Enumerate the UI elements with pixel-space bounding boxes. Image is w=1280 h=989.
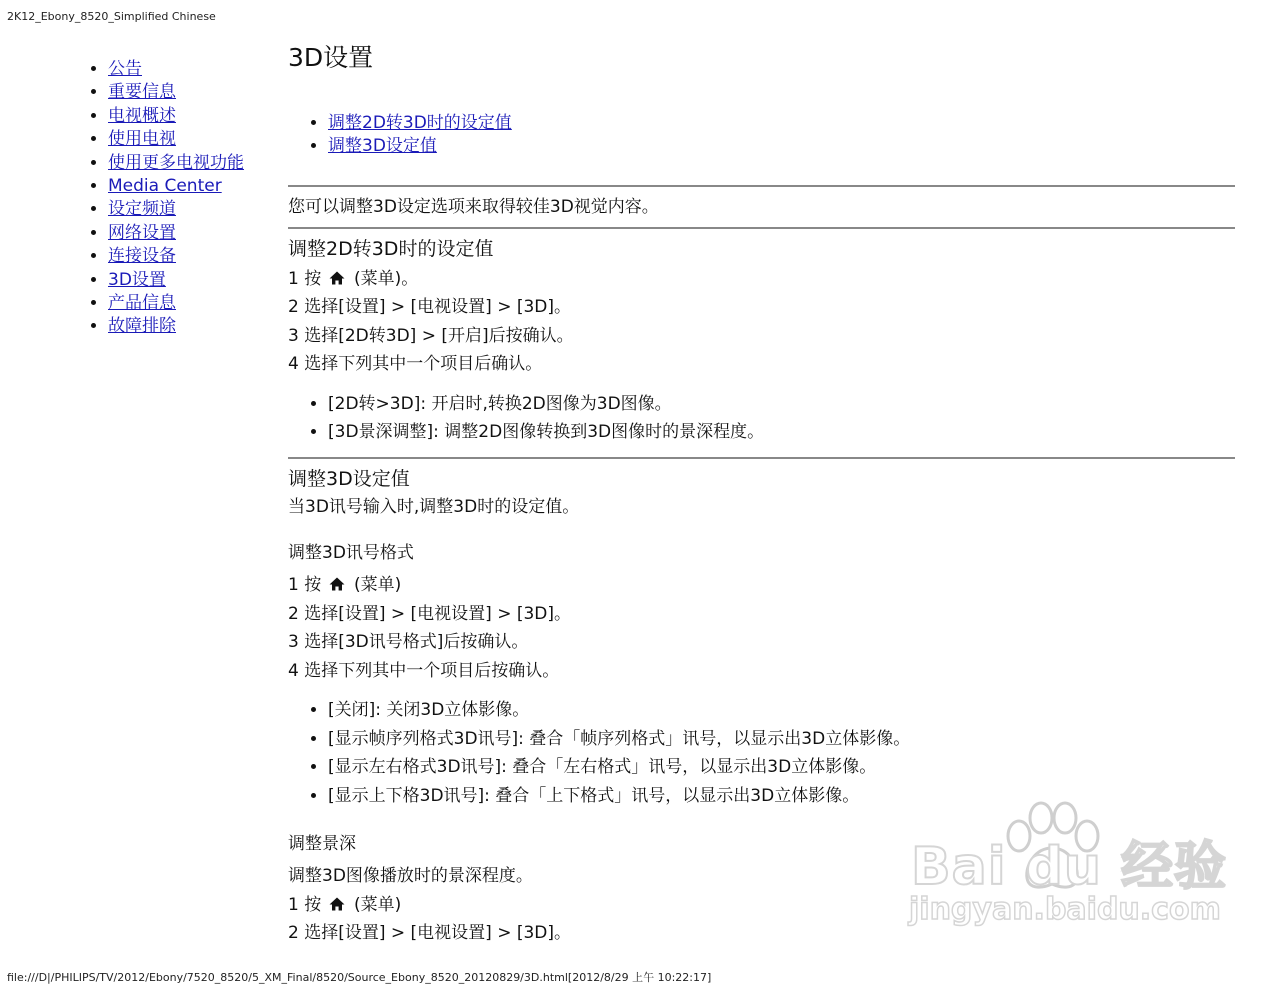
table-of-contents xyxy=(288,112,1235,158)
subsection-heading: 调整3D讯号格式 xyxy=(288,543,414,563)
sidebar-item-network xyxy=(108,222,278,245)
section-heading: 调整3D设定值 xyxy=(288,467,410,490)
sidebar-link[interactable]: 产品信息 xyxy=(108,293,176,314)
sidebar-list xyxy=(88,58,278,339)
sidebar-item-notice xyxy=(108,58,278,81)
step-text: 1 按 xyxy=(288,894,322,915)
sidebar-link[interactable]: 使用更多电视功能 xyxy=(108,152,244,173)
sidebar-item-3d xyxy=(108,269,278,292)
toc-link-2d-to-3d[interactable]: 调整2D转3D时的设定值 xyxy=(328,113,512,133)
watermark-brand: Bai du 经验 xyxy=(911,837,1227,897)
list-item: • [显示帧序列格式3D讯号]: 叠合「帧序列格式」讯号，以显示出3D立体影像。 xyxy=(328,725,1235,754)
divider xyxy=(288,227,1235,229)
print-footer: file:///D|/PHILIPS/TV/2012/Ebony/7520_8520/5_XM_Final/8520/Source_Ebony_8520_20120829/3D.html[2012/8/29 上午 10:22:17] xyxy=(7,971,712,984)
step-2: 2 选择[设置] > [电视设置] > [3D]。 xyxy=(288,603,572,624)
section-heading: 调整2D转3D时的设定值 xyxy=(288,237,494,260)
list-item: • [3D景深调整]: 调整2D图像转换到3D图像时的景深程度。 xyxy=(328,418,1235,447)
sidebar-item-more-features xyxy=(108,152,278,175)
sidebar-link[interactable]: 网络设置 xyxy=(108,222,176,243)
sidebar-link[interactable]: 公告 xyxy=(108,59,142,79)
sidebar-item-important xyxy=(108,81,278,104)
step-text: (菜单) xyxy=(354,894,402,915)
toc-item xyxy=(328,112,1235,135)
sidebar-item-channels xyxy=(108,198,278,221)
option-list xyxy=(288,390,1235,447)
toc-item xyxy=(328,135,1235,158)
sidebar-link[interactable]: 设定频道 xyxy=(108,199,176,220)
subsection-intro: 调整3D图像播放时的景深程度。 xyxy=(288,866,533,886)
list-item: • [关闭]: 关闭3D立体影像。 xyxy=(328,696,1235,725)
sidebar-link[interactable]: 电视概述 xyxy=(108,105,176,126)
step-2: 2 选择[设置] > [电视设置] > [3D]。 xyxy=(288,297,572,317)
step-3: 3 选择[3D讯号格式]后按确认。 xyxy=(288,632,529,652)
divider xyxy=(288,457,1235,459)
step-text: 1 按 xyxy=(288,268,322,289)
divider xyxy=(288,185,1235,187)
sidebar-nav xyxy=(88,58,278,339)
print-header: 2K12_Ebony_8520_Simplified Chinese xyxy=(7,10,216,23)
home-icon xyxy=(329,577,345,591)
step-3: 3 选择[2D转3D] > [开启]后按确认。 xyxy=(288,325,574,346)
step-text: (菜单) xyxy=(354,575,402,595)
list-item: • [2D转>3D]: 开启时,转换2D图像为3D图像。 xyxy=(328,390,1235,419)
step-1 xyxy=(288,265,1235,294)
option-list xyxy=(288,696,1235,810)
sidebar-link[interactable]: 3D设置 xyxy=(108,269,166,290)
step-text: (菜单)。 xyxy=(354,268,419,289)
sidebar-item-product-info xyxy=(108,292,278,315)
subsection-heading: 调整景深 xyxy=(288,834,356,854)
sidebar-link[interactable]: 使用电视 xyxy=(108,129,176,150)
step-4: 4 选择下列其中一个项目后按确认。 xyxy=(288,660,560,681)
watermark xyxy=(905,800,1227,950)
home-icon xyxy=(329,897,345,911)
toc-link-3d-settings[interactable]: 调整3D设定值 xyxy=(328,136,437,156)
step-text: 1 按 xyxy=(288,575,322,595)
sidebar-link[interactable]: 重要信息 xyxy=(108,82,176,103)
sidebar-item-troubleshooting xyxy=(108,315,278,338)
sidebar-item-use-tv xyxy=(108,128,278,151)
sidebar-link[interactable]: 连接设备 xyxy=(108,246,176,267)
section-intro: 当3D讯号输入时,调整3D时的设定值。 xyxy=(288,496,580,517)
step-4: 4 选择下列其中一个项目后确认。 xyxy=(288,354,543,374)
sidebar-item-overview xyxy=(108,105,278,128)
section-2d-to-3d xyxy=(288,235,1235,447)
home-icon xyxy=(329,271,345,285)
intro-text: 您可以调整3D设定选项来取得较佳3D视觉内容。 xyxy=(288,197,659,217)
sidebar-item-media-center xyxy=(108,175,278,198)
sidebar-item-devices xyxy=(108,245,278,268)
watermark-url: jingyan.baidu.com xyxy=(909,892,1221,927)
step-1 xyxy=(288,571,1235,600)
sidebar-link[interactable]: Media Center xyxy=(108,176,222,197)
sidebar-link[interactable]: 故障排除 xyxy=(108,316,176,337)
list-item: • [显示上下格3D讯号]: 叠合「上下格式」讯号，以显示出3D立体影像。 xyxy=(328,782,1235,811)
step-2: 2 选择[设置] > [电视设置] > [3D]。 xyxy=(288,923,572,943)
page-title: 3D设置 xyxy=(288,43,374,72)
list-item: • [显示左右格式3D讯号]: 叠合「左右格式」讯号，以显示出3D立体影像。 xyxy=(328,753,1235,782)
